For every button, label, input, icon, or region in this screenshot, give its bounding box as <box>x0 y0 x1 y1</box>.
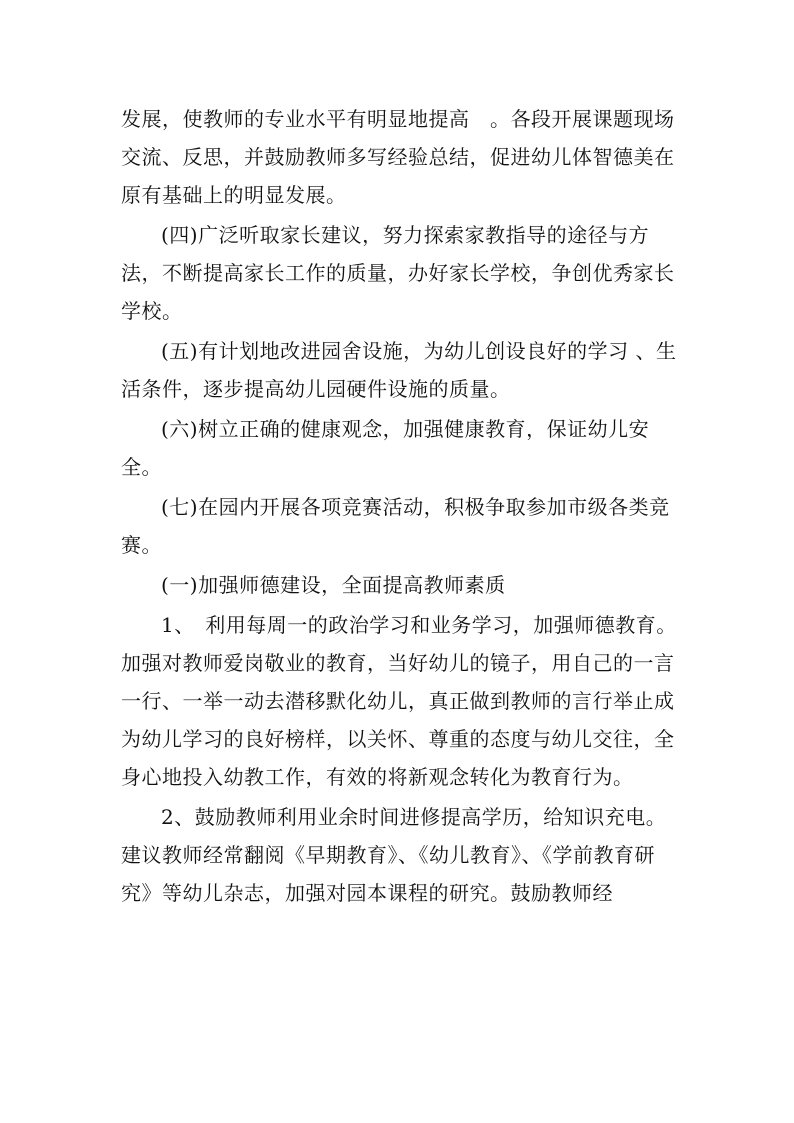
paragraph-item-5: (五)有计划地改进园舍设施，为幼儿创设良好的学习 、生活条件，逐步提高幼儿园硬件设施的质量。 <box>121 339 677 401</box>
document-body <box>121 100 681 914</box>
paragraph-item-7: (七)在园内开展各项竞赛活动，积极争取参加市级各类竞赛。 <box>121 495 670 557</box>
paragraph-continuation: 发展，使教师的专业水平有明显地提高 。各段开展课题现场交流、反思，并鼓励教师多写经验总结，促进幼儿体智德美在原有基础上的明显发展。 <box>121 107 675 207</box>
paragraph-point-1: 1、 利用每周一的政治学习和业务学习，加强师德教育。加强对教师爱岗敬业的教育，当好幼儿的镜子，用自己的一言一行、一举一动去潜移默化幼儿，真正做到教师的言行举止成为幼儿学习的良好榜样，以关怀、尊重的态度与幼儿交往，全身心地投入幼教工作，有效的将新观念转化为教育行为。 <box>121 613 677 789</box>
paragraph-item-6: (六)树立正确的健康观念，加强健康教育，保证幼儿安全。 <box>121 417 650 479</box>
paragraph-point-2: 2、鼓励教师利用业余时间进修提高学历，给知识充电。建议教师经常翻阅《早期教育》、《幼儿教育》、《学前教育研究》等幼儿杂志，加强对园本课程的研究。鼓励教师经 <box>121 805 667 905</box>
section-heading-1: (一)加强师德建设，全面提高教师素质 <box>161 573 506 597</box>
paragraph-item-4: (四)广泛听取家长建议，努力探索家教指导的途径与方法，不断提高家长工作的质量，办好家长学校，争创优秀家长学校。 <box>121 223 675 323</box>
